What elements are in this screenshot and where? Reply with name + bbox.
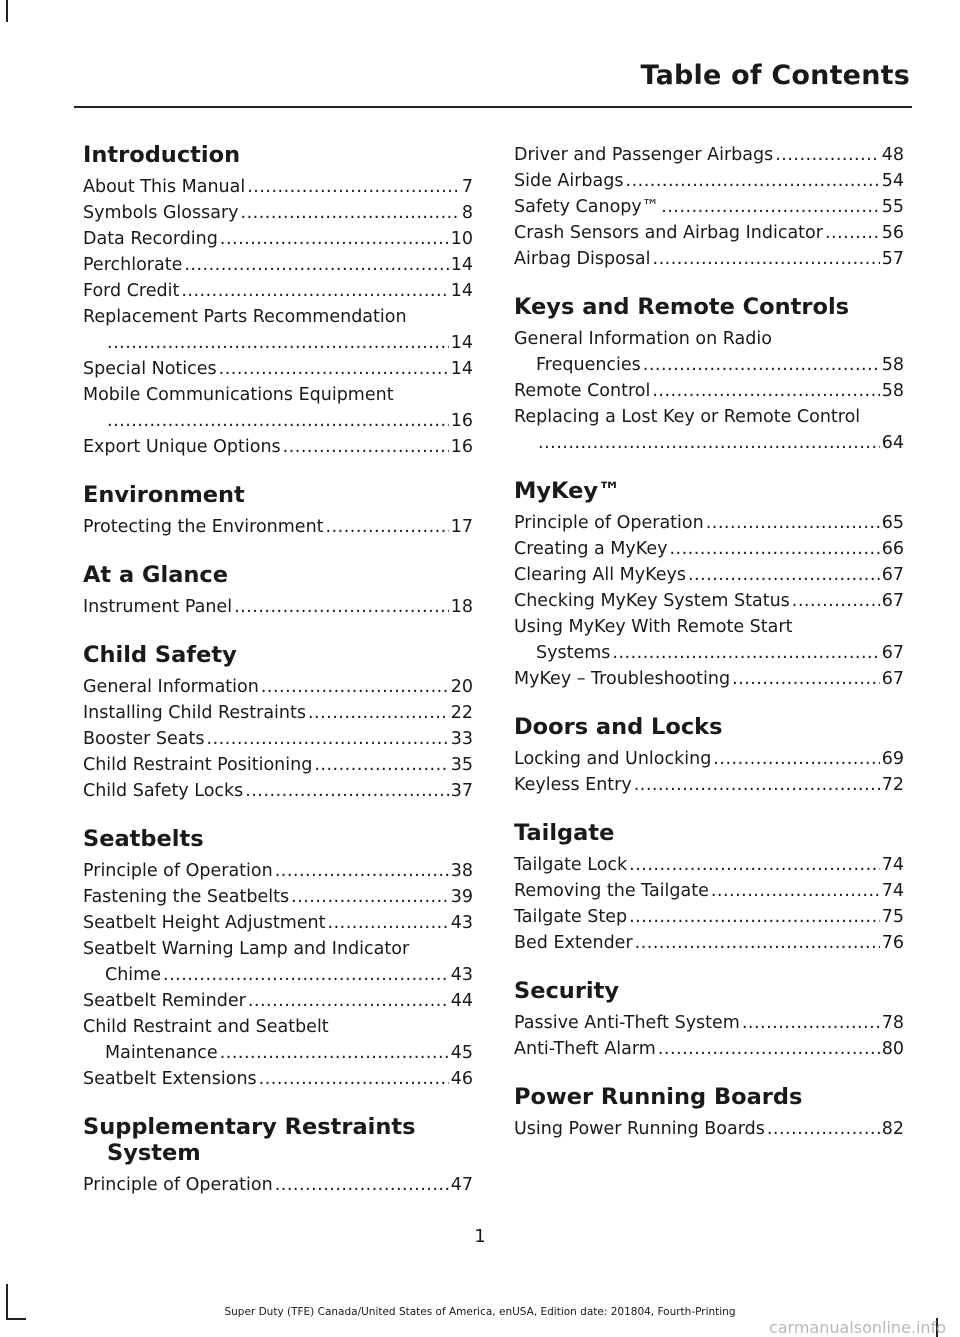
entry-continuation	[514, 640, 904, 666]
dot-leader	[308, 700, 449, 726]
toc-section	[514, 714, 904, 798]
dot-leader	[207, 726, 449, 752]
entry-page: 67	[881, 643, 904, 663]
entry-page: 82	[881, 1119, 904, 1139]
entry-title-continued: Chime	[105, 965, 161, 985]
dot-leader	[314, 752, 448, 778]
dot-leader	[792, 588, 880, 614]
entry-page: 14	[450, 255, 473, 275]
dot-leader	[635, 930, 880, 956]
entry-continuation	[83, 1040, 473, 1066]
toc-entry[interactable]	[83, 252, 473, 278]
toc-entry[interactable]	[514, 404, 904, 456]
section-heading: Power Running Boards	[514, 1084, 803, 1110]
toc-entry[interactable]	[514, 852, 904, 878]
toc-entry[interactable]	[83, 174, 473, 200]
entry-title: Principle of Operation	[83, 861, 273, 881]
entry-page: 17	[450, 517, 473, 537]
toc-entry[interactable]	[514, 194, 904, 220]
toc-section	[83, 562, 473, 620]
toc-entry[interactable]	[83, 674, 473, 700]
toc-section	[83, 826, 473, 1092]
entry-page: 55	[881, 197, 904, 217]
entry-title: Creating a MyKey	[514, 539, 668, 559]
entry-title: Passive Anti-Theft System	[514, 1013, 740, 1033]
entry-title: Remote Control	[514, 381, 651, 401]
dot-leader	[538, 430, 880, 456]
dot-leader	[775, 142, 880, 168]
crop-mark-bottom-left-h	[6, 1318, 26, 1320]
dot-leader	[742, 1010, 880, 1036]
dot-leader	[248, 988, 449, 1014]
entry-page: 18	[450, 597, 473, 617]
section-heading: MyKey™	[514, 478, 621, 504]
entry-title: General Information	[83, 677, 259, 697]
entry-page: 20	[450, 677, 473, 697]
dot-leader	[219, 356, 449, 382]
dot-leader	[107, 408, 449, 434]
toc-section	[514, 820, 904, 956]
entry-title: General Information on Radio	[514, 329, 772, 349]
page-title: Table of Contents	[640, 60, 910, 91]
dot-leader	[275, 858, 449, 884]
entry-page: 56	[881, 223, 904, 243]
dot-leader	[669, 536, 879, 562]
entry-page: 35	[450, 755, 473, 775]
entry-page: 38	[450, 861, 473, 881]
entry-page: 57	[881, 249, 904, 269]
toc-entry[interactable]	[83, 200, 473, 226]
entry-title: Checking MyKey System Status	[514, 591, 790, 611]
toc-entry[interactable]	[83, 936, 473, 988]
dot-leader	[612, 640, 879, 666]
entry-title: Seatbelt Warning Lamp and Indicator	[83, 939, 410, 959]
toc-section	[83, 1114, 473, 1198]
toc-entry[interactable]	[514, 878, 904, 904]
toc-entry[interactable]	[514, 614, 904, 666]
entry-page: 64	[881, 433, 904, 453]
toc-entry[interactable]	[514, 168, 904, 194]
entry-page: 58	[881, 355, 904, 375]
entry-page: 43	[450, 913, 473, 933]
toc-entry[interactable]	[83, 356, 473, 382]
toc-entry[interactable]	[514, 588, 904, 614]
entry-title: Bed Extender	[514, 933, 633, 953]
toc-entry[interactable]	[514, 1116, 904, 1142]
entry-title: Side Airbags	[514, 171, 624, 191]
entry-page: 65	[881, 513, 904, 533]
dot-leader	[259, 1066, 449, 1092]
entry-title: Data Recording	[83, 229, 218, 249]
entry-title: Special Notices	[83, 359, 217, 379]
toc-section	[514, 478, 904, 692]
entry-title: Clearing All MyKeys	[514, 565, 686, 585]
entry-page: 8	[461, 203, 473, 223]
toc-entry[interactable]	[83, 382, 473, 434]
entry-page: 45	[450, 1043, 473, 1063]
toc-entry[interactable]	[83, 726, 473, 752]
toc-entry[interactable]	[83, 278, 473, 304]
entry-title: Locking and Unlocking	[514, 749, 712, 769]
entry-page: 7	[461, 177, 473, 197]
crop-mark-top-left-v	[6, 0, 8, 22]
dot-leader	[652, 378, 879, 404]
entry-page: 37	[450, 781, 473, 801]
toc-entry[interactable]	[83, 304, 473, 356]
entry-page: 48	[881, 145, 904, 165]
toc-entry[interactable]	[83, 700, 473, 726]
dot-leader	[326, 514, 449, 540]
dot-leader	[713, 746, 879, 772]
toc-section	[83, 482, 473, 540]
entry-page: 47	[450, 1175, 473, 1195]
watermark: carmanualsonline.info	[768, 1318, 946, 1337]
entry-page: 14	[450, 333, 473, 353]
entry-title: Booster Seats	[83, 729, 205, 749]
dot-leader	[658, 1036, 880, 1062]
entry-page: 33	[450, 729, 473, 749]
entry-continuation	[514, 352, 904, 378]
toc-entry[interactable]	[83, 514, 473, 540]
entry-title: Airbag Disposal	[514, 249, 651, 269]
entry-title: Principle of Operation	[514, 513, 704, 533]
toc-column-right	[514, 142, 904, 1142]
entry-continuation	[83, 330, 473, 356]
entry-page: 14	[450, 281, 473, 301]
section-heading: Supplementary Restraints System	[83, 1114, 416, 1166]
entry-title: Protecting the Environment	[83, 517, 324, 537]
section-heading: Introduction	[83, 142, 241, 168]
entry-continuation	[83, 408, 473, 434]
entry-page: 66	[881, 539, 904, 559]
toc-entry[interactable]	[83, 910, 473, 936]
toc-entry[interactable]	[83, 1014, 473, 1066]
entry-title: Seatbelt Extensions	[83, 1069, 257, 1089]
entry-page: 80	[881, 1039, 904, 1059]
dot-leader	[220, 1040, 449, 1066]
entry-title: Seatbelt Reminder	[83, 991, 246, 1011]
entry-title: Principle of Operation	[83, 1175, 273, 1195]
entry-title: Removing the Tailgate	[514, 881, 709, 901]
entry-page: 54	[881, 171, 904, 191]
toc-entry[interactable]	[514, 666, 904, 692]
section-heading: At a Glance	[83, 562, 228, 588]
toc-entry[interactable]	[514, 746, 904, 772]
entry-title: Safety Canopy™	[514, 197, 660, 217]
entry-title: MyKey – Troubleshooting	[514, 669, 731, 689]
toc-entry[interactable]	[83, 1172, 473, 1198]
dot-leader	[184, 252, 448, 278]
entry-page: 67	[881, 565, 904, 585]
toc-entry[interactable]	[83, 752, 473, 778]
toc-entry[interactable]	[83, 594, 473, 620]
dot-leader	[629, 904, 880, 930]
entry-page: 78	[881, 1013, 904, 1033]
dot-leader	[732, 666, 880, 692]
edition-footer: Super Duty (TFE) Canada/United States of America, enUSA, Edition date: 201804, Fourth-Printing	[224, 1306, 736, 1318]
entry-title: Child Safety Locks	[83, 781, 244, 801]
dot-leader	[661, 194, 879, 220]
entry-page: 14	[450, 359, 473, 379]
entry-page: 16	[450, 411, 473, 431]
entry-page: 74	[881, 881, 904, 901]
toc-section	[83, 142, 473, 460]
entry-title: Fastening the Seatbelts	[83, 887, 290, 907]
toc-entry[interactable]	[514, 930, 904, 956]
section-heading: Child Safety	[83, 642, 237, 668]
toc-entry[interactable]	[514, 1010, 904, 1036]
entry-title-continued: Maintenance	[105, 1043, 218, 1063]
entry-title: Using Power Running Boards	[514, 1119, 765, 1139]
toc-column-left	[83, 142, 473, 1198]
entry-page: 43	[450, 965, 473, 985]
entry-page: 22	[450, 703, 473, 723]
toc-entry[interactable]	[514, 142, 904, 168]
dot-leader	[825, 220, 880, 246]
entry-page: 69	[881, 749, 904, 769]
entry-page: 72	[881, 775, 904, 795]
entry-page: 67	[881, 591, 904, 611]
section-heading: Keys and Remote Controls	[514, 294, 850, 320]
toc-entry[interactable]	[83, 778, 473, 804]
toc-entry[interactable]	[514, 510, 904, 536]
dot-leader	[767, 1116, 880, 1142]
entry-title: Symbols Glossary	[83, 203, 239, 223]
dot-leader	[181, 278, 448, 304]
toc-section	[514, 294, 904, 456]
dot-leader	[328, 910, 449, 936]
dot-leader	[247, 174, 460, 200]
entry-title: Installing Child Restraints	[83, 703, 306, 723]
entry-title: Export Unique Options	[83, 437, 281, 457]
dot-leader	[241, 200, 460, 226]
entry-page: 39	[450, 887, 473, 907]
entry-title: Anti-Theft Alarm	[514, 1039, 656, 1059]
toc-entry[interactable]	[514, 772, 904, 798]
toc-entry[interactable]	[514, 904, 904, 930]
toc-entry[interactable]	[83, 988, 473, 1014]
section-heading: Tailgate	[514, 820, 615, 846]
dot-leader	[275, 1172, 449, 1198]
entry-title: Seatbelt Height Adjustment	[83, 913, 326, 933]
toc-entry[interactable]	[514, 1036, 904, 1062]
dot-leader	[634, 772, 880, 798]
page-number: 1	[474, 1226, 486, 1247]
entry-title: Ford Credit	[83, 281, 180, 301]
entry-page: 74	[881, 855, 904, 875]
toc-entry[interactable]	[514, 246, 904, 272]
entry-page: 10	[450, 229, 473, 249]
entry-title: Driver and Passenger Airbags	[514, 145, 774, 165]
entry-title: Keyless Entry	[514, 775, 632, 795]
entry-title: Tailgate Lock	[514, 855, 628, 875]
entry-page: 16	[450, 437, 473, 457]
entry-title-continued: Frequencies	[536, 355, 641, 375]
dot-leader	[220, 226, 449, 252]
dot-leader	[653, 246, 880, 272]
entry-title: Perchlorate	[83, 255, 183, 275]
dot-leader	[643, 352, 880, 378]
toc-entry[interactable]	[83, 226, 473, 252]
entry-title: Crash Sensors and Airbag Indicator	[514, 223, 823, 243]
dot-leader	[163, 962, 449, 988]
entry-page: 67	[881, 669, 904, 689]
dot-leader	[626, 168, 880, 194]
section-heading: Environment	[83, 482, 245, 508]
dot-leader	[107, 330, 449, 356]
dot-leader	[711, 878, 880, 904]
entry-title: Using MyKey With Remote Start	[514, 617, 793, 637]
header-divider	[74, 106, 912, 108]
section-heading: Doors and Locks	[514, 714, 723, 740]
dot-leader	[688, 562, 880, 588]
entry-page: 75	[881, 907, 904, 927]
entry-title: Child Restraint Positioning	[83, 755, 313, 775]
dot-leader	[629, 852, 880, 878]
dot-leader	[706, 510, 880, 536]
toc-entry[interactable]	[514, 378, 904, 404]
toc-section	[514, 142, 904, 272]
toc-entry[interactable]	[514, 326, 904, 378]
entry-title: Tailgate Step	[514, 907, 628, 927]
dot-leader	[291, 884, 449, 910]
toc-entry[interactable]	[514, 562, 904, 588]
dot-leader	[261, 674, 449, 700]
entry-page: 76	[881, 933, 904, 953]
toc-section	[514, 978, 904, 1062]
toc-entry[interactable]	[83, 434, 473, 460]
dot-leader	[234, 594, 449, 620]
section-heading: Security	[514, 978, 620, 1004]
toc-entry[interactable]	[514, 220, 904, 246]
toc-entry[interactable]	[83, 1066, 473, 1092]
entry-title: Instrument Panel	[83, 597, 233, 617]
entry-title: About This Manual	[83, 177, 246, 197]
section-heading: Seatbelts	[83, 826, 204, 852]
entry-page: 58	[881, 381, 904, 401]
toc-entry[interactable]	[83, 858, 473, 884]
toc-section	[514, 1084, 904, 1142]
entry-continuation	[514, 430, 904, 456]
toc-section	[83, 642, 473, 804]
entry-title: Mobile Communications Equipment	[83, 385, 394, 405]
entry-title: Replacing a Lost Key or Remote Control	[514, 407, 861, 427]
entry-continuation	[83, 962, 473, 988]
entry-title: Child Restraint and Seatbelt	[83, 1017, 329, 1037]
entry-title: Replacement Parts Recommendation	[83, 307, 407, 327]
entry-page: 46	[450, 1069, 473, 1089]
dot-leader	[283, 434, 449, 460]
toc-entry[interactable]	[514, 536, 904, 562]
entry-page: 44	[450, 991, 473, 1011]
dot-leader	[245, 778, 448, 804]
entry-title-continued: Systems	[536, 643, 611, 663]
toc-entry[interactable]	[83, 884, 473, 910]
